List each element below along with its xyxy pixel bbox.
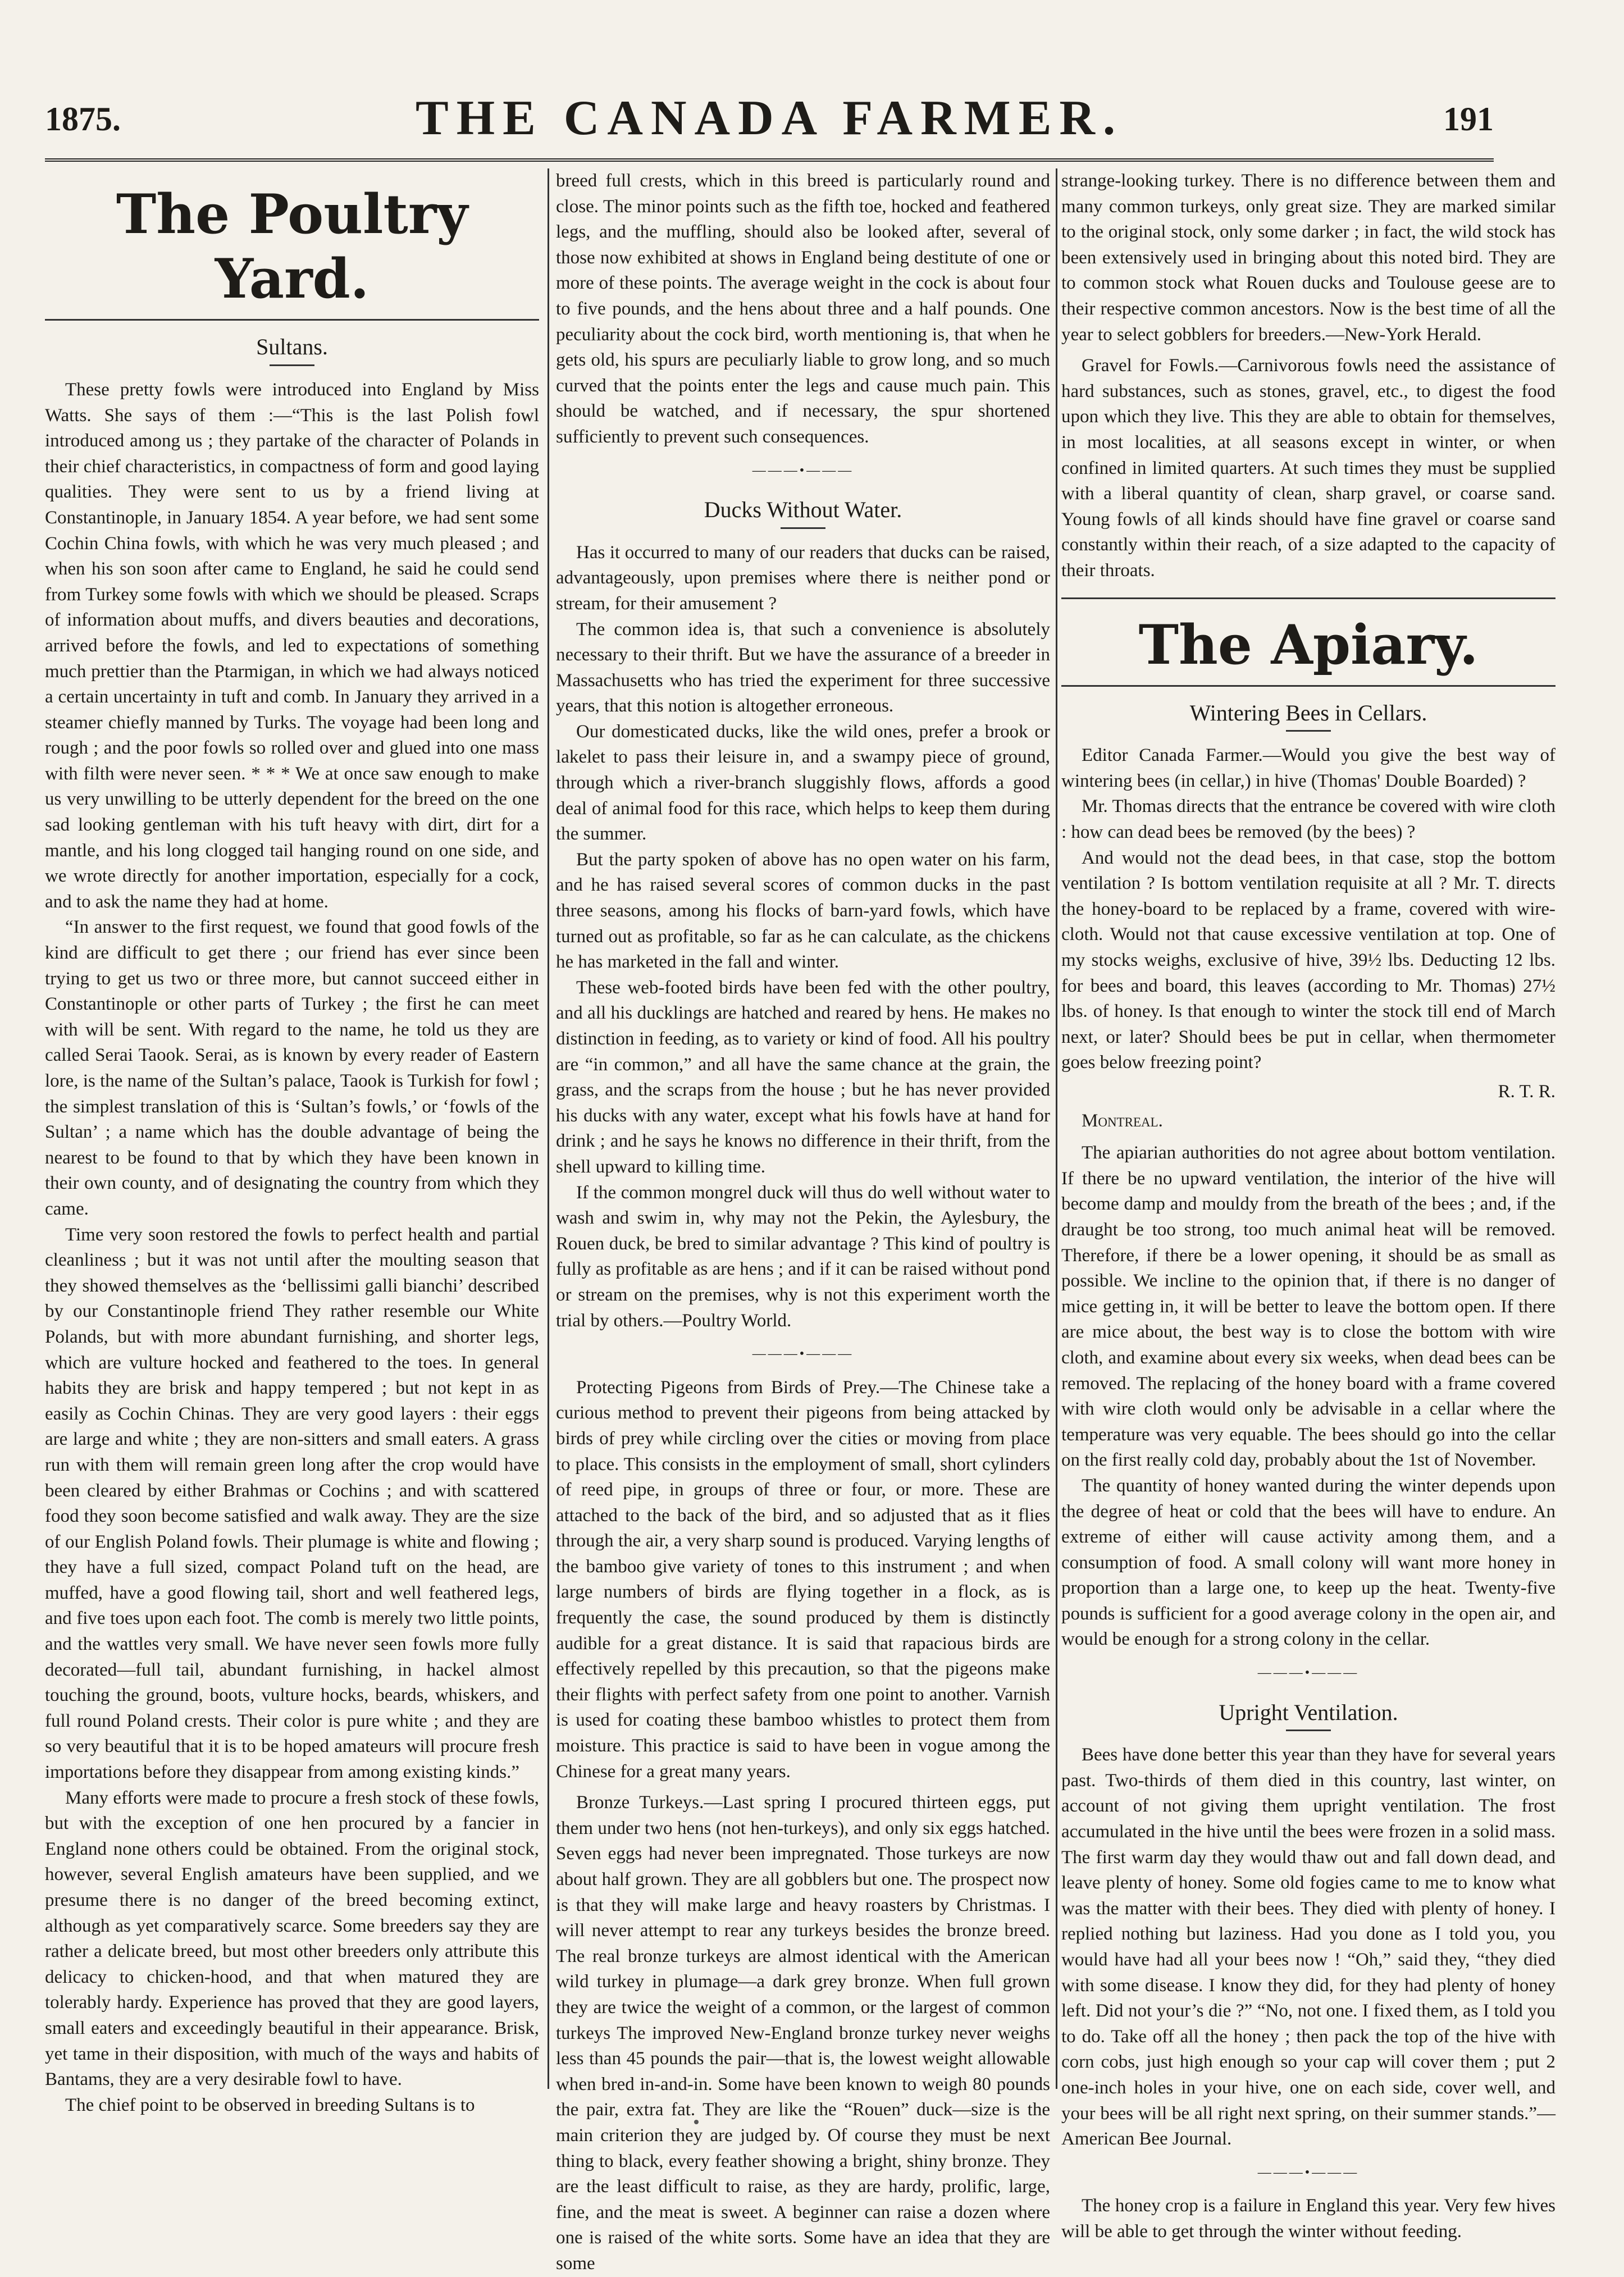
note-paragraph: Protecting Pigeons from Birds of Prey.—The Chinese take a curious method to prevent their pigeons from being attacked by birds of prey while circling over the cities or moving from place to place. This consists in the employment of small, short cylinders of reed pipe, in groups of three or four, or more. These are attached to the back of the bird, and so adjusted that as it flies through the air, a very sharp sound is produced. Varying lengths of the bamboo give variety of tones to this instrument ; and when large numbers of birds are flying together in a flock, as is frequently the case, the sound produced by them is distinctly audible for a great distance. It is said that rapacious birds are effectively repelled by this precaution, so that the pigeons make their flights with perfect safety from one point to another. Varnish is used for coating these bamboo whistles to protect them from moisture. This practice is said to have been in vogue among the Chinese for a great many years. [556,1377,1050,1782]
letter-signature: R. T. R. [1498,1082,1555,1102]
masthead [45,90,1494,157]
column-1 [45,168,539,2115]
section-rule [1061,597,1555,599]
paragraph: Editor Canada Farmer.—Would you give the best way of wintering bees (in cellar,) in hive (Thomas' Double Boarded) ? [1061,745,1555,791]
paragraph: The chief point to be observed in breeding Sultans is to [65,2095,475,2115]
paragraph: But the party spoken of above has no open water on his farm, and he has raised several scores of common ducks in the past three seasons, among his flocks of barn-yard fowls, which have turned out as profitable, so far as he can calculate, as the chickens he has marketed in the fall and winter. [556,849,1050,973]
column-divider [548,168,549,2089]
article-title: Ducks Without Water. [704,497,902,523]
title-rule [1286,730,1331,732]
section-title-apiary: The Apiary. [1138,613,1479,677]
newspaper-title: THE CANADA FARMER. [416,91,1123,145]
article-title: Upright Ventilation. [1219,1699,1398,1725]
paragraph: If the common mongrel duck will thus do well without water to wash and swim in, why may not the Pekin, the Aylesbury, the Rouen duck, be bred to similar advantage ? This kind of poultry is fully as profitable as are hens ; and if it can be raised without pond or stream on the premises, why is not this experiment worth the trial by others.—Poultry World. [556,1182,1050,1331]
title-rule [270,364,314,366]
title-rule [781,527,825,529]
article-separator: ———•——— [1257,2165,1360,2180]
column-divider [1056,168,1057,2089]
paragraph: Many efforts were made to procure a fresh stock of these fowls, but with the exception of one hen procured by a fancier in England none others could be obtained. From the original stock, however, several English amateurs have been supplied, and we presume there is no danger of the breed becoming extinct, although as yet comparatively scarce. Some breeders say they are rather a delicate breed, but most other breeders only attribute this delicacy to chicken-hood, and that when matured they are tolerably hardy. Experience has proved that they are good layers, small eaters and exceedingly beautiful in their appearance. Brisk, yet tame in their disposition, with much of the ways and habits of Bantams, they are a very desirable fowl to have. [45,1787,539,2090]
article-title: Sultans. [256,334,328,360]
letter-place: Montreal. [1082,1110,1163,1131]
paragraph: Mr. Thomas directs that the entrance be covered with wire cloth : how can dead bees be removed (by the bees) ? [1061,796,1555,843]
section-rule [45,319,539,321]
paragraph: “In answer to the first request, we found that good fowls of the kind are difficult to get there ; our friend has ever since been trying to get us two or three more, but cannot succeed either in Constantinople or other parts of Turkey ; the first he can meet with will be sent. With regard to the name, he told us they are called Serai Taook. Serai, as is known by every reader of Eastern lore, is the name of the Sultan’s palace, Taook is Turkish for fowl ; the simplest translation of this is ‘Sultan’s fowls,’ or ‘fowls of the Sultan’ ; a name which has the double advantage of being the nearest to be found to that by which they have been known in their own county, and of designating the country from which they came. [45,917,539,1219]
page-number: 191 [1443,101,1494,138]
paragraph: The common idea is, that such a convenience is absolutely necessary to their thrift. But we have the assurance of a breeder in Massachusetts who has tried the experiment for three successive years, that this notion is altogether erroneous. [556,619,1050,717]
paragraph: Bees have done better this year than they have for several years past. Two-thirds of them died in this country, last winter, on account of not giving them upright ventilation. The frost accumulated in the hive until the bees were frozen in a solid mass. The first warm day they would thaw out and fall down dead, and leave plenty of honey. Some old fogies came to me to know what was the matter with their bees. They died with plenty of honey. I replied nothing but laziness. Had you done as I told you, you would have had all your bees now ! “Oh,” said they, “they died with some disease. I know they did, for they had plenty of honey left. Did not your’s die ?” “No, not one. I fixed them, as I told you to do. Take off all the honey ; then pack the top of the hive with corn cobs, just high enough so your cap will cover them ; put 2 one-inch holes in your hive, one on each side, cover well, and your bees will be all right next spring, on their summer stands.”—American Bee Journal. [1061,1745,1555,2150]
section-rule [1061,685,1555,687]
column-3 [1061,168,1555,2242]
title-rule [1286,1730,1331,1731]
paragraph: Has it occurred to many of our readers that ducks can be raised, advantageously, upon premises where there is neither pond or stream, for their amusement ? [556,542,1050,614]
article-separator: ———•——— [752,1347,854,1362]
paragraph: breed full crests, which in this breed is particularly round and close. The minor points such as the fifth toe, hocked and feathered legs, and the muffling, should also be looked after, several of those now exhibited at shows in England being destitute of one or more of these points. The average weight in the cock is about four to five pounds, and the hens about three and a half pounds. One peculiarity about the cock bird, worth mentioning is, that when he gets old, his spurs are peculiarly liable to grow long, and so much curved that the points enter the legs and cause much pain. This should be watched, and if necessary, the spur shortened sufficiently to prevent such consequences. [556,171,1050,447]
section-title-poultry-yard: The Poultry Yard. [116,182,468,311]
paragraph: strange-looking turkey. There is no difference between them and many common turkeys, only great size. They are marked similar to the original stock, only some darker ; in fact, the wild stock has been extensively used in bringing about this noted bird. They are to common stock what Rouen ducks and Toulouse geese are to their respective common ancestors. Now is the best time of all the year to select gobblers for breeders.—New-York Herald. [1061,171,1555,345]
stray-mark [694,2120,699,2124]
masthead-rule [45,158,1494,162]
paragraph: And would not the dead bees, in that case, stop the bottom ventilation ? Is bottom ventilation requisite at all ? Mr. T. directs the honey-board to be replaced by a frame, covered with wire-cloth. Would not that cause excessive ventilation at top. One of my stocks weighs, exclusive of hive, 39½ lbs. Deducting 12 lbs. for bees and board, this leaves (according to Mr. Thomas) 27½ lbs. of honey. Is that enough to winter the stock till end of March next, or later? Should bees be put in cellar, when thermometer goes below freezing point? [1061,847,1555,1073]
paragraph: These pretty fowls were introduced into England by Miss Watts. She says of them :—“This is the last Polish fowl introduced among us ; they partake of the character of Polands in their chief characteristics, in compactness of form and good laying qualities. They were sent to us by a friend living at Constantinople, in January 1854. A year before, we had sent some Cochin China fowls, with which he was very much pleased ; and when his son soon after came to England, he said he could send from Turkey some fowls with which we should be pleased. Scraps of information about muffs, and divers beauties and decorations, arrived before the fowls, and led to expectations of something much prettier than the Ptarmigan, in which we had always noticed a certain uncertainty in tuft and comb. In January they arrived in a steamer chiefly manned by Turks. The voyage had been long and rough ; and the poor fowls so rolled over and glued into one mass with filth were never seen. * * * We at once saw enough to make us very unwilling to be utterly dependent for the breed on the one sad looking gentleman with his tuft heavy with dirt, dirt for a mantle, and his long clogged tail hanging round on one side, and we wrote directly for another importation, especially for a cock, and to ask the name they had at home. [45,379,539,912]
article-separator: ———•——— [752,463,854,478]
issue-year: 1875. [45,101,121,138]
paragraph: The apiarian authorities do not agree about bottom ventilation. If there be no upward ventilation, the interior of the hive will become damp and mouldy from the breath of the bees ; and, if the draught be too strong, too much animal heat will be removed. Therefore, if there be a lower opening, it should be as small as possible. We incline to the opinion that, if there is no danger of mice getting in, it will be better to leave the bottom open. If there are mice about, the best way is to close the bottom with wire cloth, and examine about every six weeks, when dead bees can be removed. The replacing of the honey board with a frame covered with wire cloth would only be advisable in a cellar where the temperature was very equable. The bees should go into the cellar on the first really cold day, probably about the 1st of November. [1061,1143,1555,1471]
note-paragraph: Gravel for Fowls.—Carnivorous fowls need the assistance of hard substances, such as stones, gravel, etc., to digest the food upon which they live. This they are able to obtain for themselves, in most localities, at all seasons except in winter, or when confined in limited quarters. At such times they must be supplied with a liberal quantity of clean, sharp gravel, or coarse sand. Young fowls of all kinds should have fine gravel or coarse sand constantly within their reach, of a size adapted to the capacity of their throats. [1061,355,1555,581]
note-paragraph: The honey crop is a failure in England this year. Very few hives will be able to get through the winter without feeding. [1061,2196,1555,2242]
paragraph: Our domesticated ducks, like the wild ones, prefer a brook or lakelet to pass their leisure in, and a swampy piece of ground, through which a river-branch sluggishly flows, affords a good deal of animal food for this race, which helps to keep them during the summer. [556,721,1050,845]
column-2 [556,168,1050,2274]
note-paragraph: Bronze Turkeys.—Last spring I procured thirteen eggs, put them under two hens (not hen-turkeys), and only six eggs hatched. Seven eggs had never been impregnated. Those turkeys are now about half grown. They are all gobblers but one. The prospect now is that they will make large and heavy roasters by Christmas. I will never attempt to rear any turkeys besides the bronze breed. The real bronze turkeys are almost identical with the American wild turkey in plumage—a dark grey bronze. When full grown they are twice the weight of a common, or the largest of common turkeys The improved New-England bronze turkey never weighs less than 45 pounds the pair—that is, the lowest weight allowable when bred in-and-in. Some have been known to weigh 80 pounds the pair, extra fat. They are like the “Rouen” duck—size is the main criterion they are judged by. Of course they must be next thing to black, every feather showing a bright, shiny bronze. They are the least difficult to raise, as they are hardy, prolific, large, fine, and the meat is sweet. A beginner can raise a dozen where one is raised of the white sorts. Some have an idea that they are some [556,1792,1050,2274]
paragraph: Time very soon restored the fowls to perfect health and partial cleanliness ; but it was not until after the moulting season that they showed themselves as the ‘bellissimi galli bianchi’ described by our Constantinople friend They rather resemble our White Polands, but with more abundant furnishing, and shorter legs, which are vulture hocked and feathered to the toes. In general habits they are brisk and happy tempered ; but not kept in as easily as Cochin Chinas. They are very good layers : their eggs are large and white ; they are non-sitters and small eaters. A grass run with them will remain green long after the crop would have been cleared by either Brahmas or Cochins ; and with scattered food they soon become satisfied and walk away. They are the size of our English Poland fowls. Their plumage is white and flowing ; they have a full sized, compact Poland tuft on the head, are muffed, have a good flowing tail, short and well feathered legs, and five toes upon each foot. The comb is merely two little points, and the wattles very small. We have never seen fowls more fully decorated—full tail, abundant furnishing, in hackel almost touching the ground, boots, vulture hocks, beards, whiskers, and full round Poland crests. Their color is pure white ; and they are so very beautiful that it is to be hoped amateurs will procure fresh importations before they disappear from among existing kinds.” [45,1224,539,1783]
paragraph: The quantity of honey wanted during the winter depends upon the degree of heat or cold that the bees will have to endure. An extreme of either will cause activity among them, and a consumption of food. A small colony will want more honey in proportion than a large one, to keep up the heat. Twenty-five pounds is sufficient for a good average colony in the open air, and would be enough for a strong colony in the cellar. [1061,1475,1555,1650]
article-title: Wintering Bees in Cellars. [1189,700,1427,725]
article-separator: ———•——— [1257,1665,1360,1681]
paragraph: These web-footed birds have been fed with the other poultry, and all his ducklings are hatched and reared by hens. He makes no distinction in feeding, as to variety or kind of food. All his poultry are “in common,” and all have the same chance at the grain, the grass, and the scraps from the house ; but he has never provided his ducks with any water, except what his fowls have at hand for drink ; and he says he knows no difference in their thrift, from the shell upward to killing time. [556,977,1050,1177]
